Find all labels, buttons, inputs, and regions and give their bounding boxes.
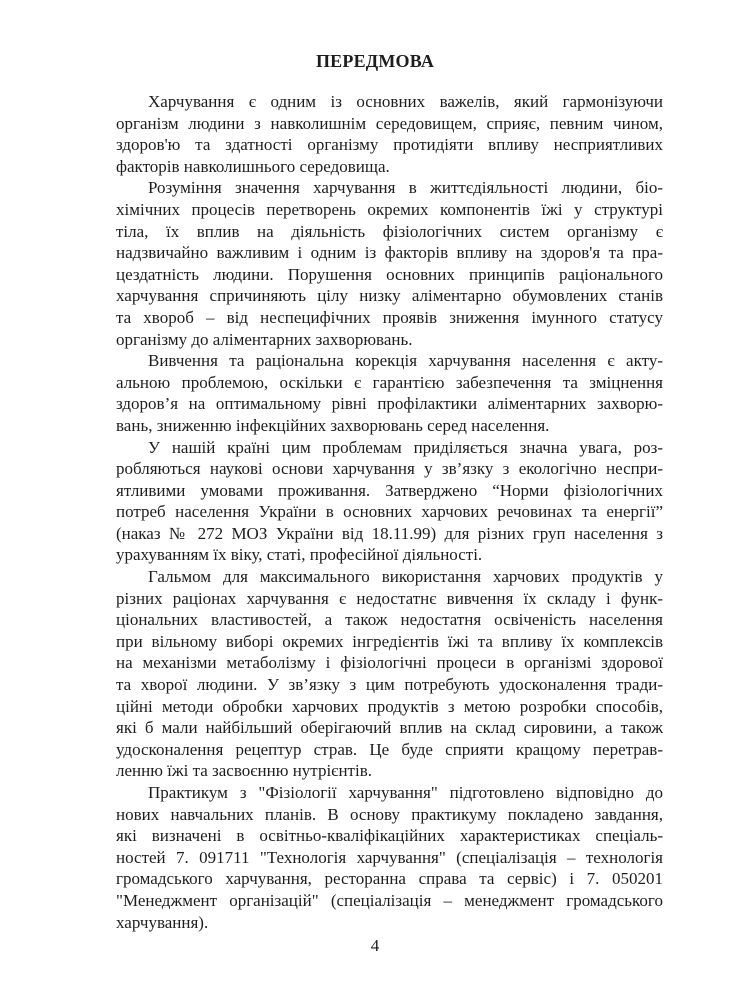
text-line: альною проблемою, оскільки є гарантією забезпечення та зміцнення [116, 372, 663, 392]
text-line: Харчування є одним із основних важелів, який гармонізуючи [148, 92, 663, 111]
paragraph-5 [116, 566, 663, 782]
text-line: ленню їжі та засвоєнню нутрієнтів. [116, 761, 372, 781]
text-line: удосконалення рецептур страв. Це буде сприяти кращому перетрав- [116, 739, 663, 759]
text-line: які визначені в освітньо-кваліфікаційних характеристиках спеціаль- [116, 826, 663, 846]
paragraph-1 [116, 91, 663, 177]
text-line: та хворої людини. У зв’язку з цим потребують удосконалення тради- [116, 675, 663, 695]
text-line: цездатність людини. Порушення основних принципів раціонального [116, 264, 663, 284]
text-line: на механізми метаболізму і фізіологічні процеси в організмі здорової [116, 653, 663, 673]
text-line: Вивчення та раціональна корекція харчування населення є акту- [148, 351, 663, 371]
text-line: ятливими умовами проживання. Затверджено “Норми фізіологічних [116, 480, 663, 500]
text-line: які б мали найбільший оберігаючий вплив на склад сировини, а також [116, 718, 663, 738]
text-line: (наказ № 272 МОЗ України від 18.11.99) для різних груп населення з [116, 523, 663, 543]
page-number: 4 [370, 936, 380, 955]
document-body [116, 91, 663, 933]
text-line: організму до аліментарних захворювань. [116, 329, 413, 349]
text-line: ційні методи обробки харчових продуктів з метою розробки способів, [116, 696, 663, 716]
paragraph-4 [116, 437, 663, 567]
text-line: робляються наукові основи харчування у зв’язку з екологічно неспри- [116, 459, 663, 479]
text-line: вань, зниженню інфекційних захворювань серед населення. [116, 415, 550, 435]
paragraph-6 [116, 782, 663, 933]
text-line: громадського харчування, ресторанна справа та сервіс) і 7. 050201 [116, 869, 663, 889]
text-line: Розуміння значення харчування в життєдіяльності людини, біо- [148, 178, 663, 198]
text-line: та хвороб – від неспецифічних проявів зниження імунного статусу [116, 307, 663, 327]
text-line: здоров’я на оптимальному рівні профілактики аліментарних захворю- [116, 394, 663, 414]
text-line: Гальмом для максимального використання харчових продуктів у [148, 567, 663, 587]
page-title: ПЕРЕДМОВА [315, 51, 435, 71]
text-line: харчування). [116, 912, 209, 932]
text-line: ностей 7. 091711 "Технологія харчування" (спеціалізація – технологія [116, 847, 663, 867]
paragraph-2 [116, 177, 663, 350]
text-line: надзвичайно важливим і одним із факторів впливу на здоров'я та пра- [116, 243, 663, 263]
text-line: різних раціонах харчування є недостатнє вивчення їх складу і функ- [116, 588, 663, 608]
text-line: "Менеджмент організацій" (спеціалізація – менеджмент громадського [116, 890, 663, 910]
text-line: тіла, їх вплив на діяльність фізіологічних систем організму є [116, 221, 663, 241]
text-line: урахуванням їх віку, статі, професійної діяльності. [116, 545, 483, 565]
text-line: нових навчальних планів. В основу практикуму покладено завдання, [116, 804, 663, 824]
paragraph-3 [116, 350, 663, 436]
text-line: У нашій країні цим проблемам приділяється значна увага, роз- [148, 437, 663, 457]
text-line: здоров'ю та здатності організму протидіяти впливу несприятливих [116, 135, 663, 155]
text-line: хімічних процесів перетворень окремих компонентів їжі у структурі [116, 199, 663, 219]
text-line: при вільному виборі окремих інгредієнтів їжі та впливу їх комплексів [116, 631, 663, 651]
text-line: харчування спричиняють цілу низку аліментарно обумовлених станів [116, 286, 663, 306]
text-line: факторів навколишнього середовища. [116, 156, 390, 176]
text-line: Практикум з "Фізіології харчування" підготовлено відповідно до [148, 783, 663, 802]
text-line: потреб населення України в основних харчових речовинах та енергії” [116, 502, 663, 522]
text-line: організм людини з навколишнім середовищем, сприяє, певним чином, [116, 113, 663, 133]
text-line: ціональних властивостей, а також недостатня освіченість населення [116, 610, 663, 630]
